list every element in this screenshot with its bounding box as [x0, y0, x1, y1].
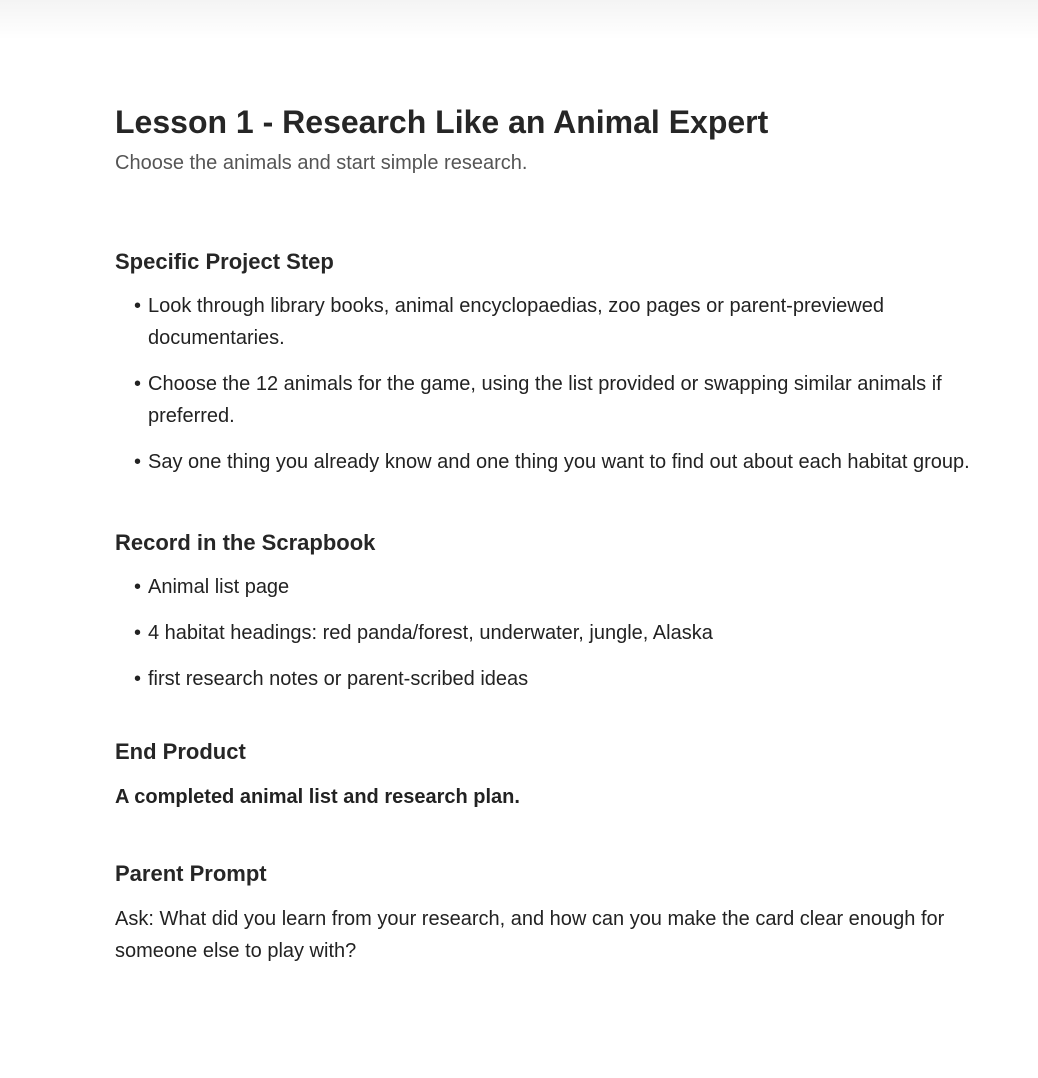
- list-item: [115, 663, 1005, 695]
- section-heading-scrapbook: Record in the Scrapbook: [115, 530, 376, 555]
- list-item-text: Say one thing you already know and one thing you want to find out about each habitat group.: [148, 451, 970, 473]
- project-step-list: [115, 290, 1005, 478]
- bullet-icon: •: [134, 451, 142, 473]
- list-item-text: Animal list page: [148, 576, 290, 598]
- list-item: [115, 446, 1005, 478]
- list-item: [115, 571, 1005, 603]
- section-heading-end-product: End Product: [115, 739, 246, 764]
- list-item: [115, 368, 1005, 432]
- section-heading-parent-prompt: Parent Prompt: [115, 861, 267, 886]
- bullet-icon: •: [134, 576, 142, 598]
- section-parent-prompt: [115, 859, 1005, 967]
- bullet-icon: •: [134, 373, 142, 395]
- list-item-text: first research notes or parent-scribed ideas: [148, 668, 529, 690]
- top-bar-shadow: [0, 0, 1038, 40]
- bullet-icon: •: [134, 668, 142, 690]
- section-scrapbook: [115, 528, 1005, 695]
- section-heading-project-step: Specific Project Step: [115, 249, 334, 274]
- list-item: [115, 617, 1005, 649]
- lesson-subtitle: Choose the animals and start simple research.: [115, 152, 528, 174]
- list-item-text: Look through library books, animal encyclopaedias, zoo pages or parent-previewed documentaries.: [148, 295, 884, 349]
- lesson-title: Lesson 1 - Research Like an Animal Expert: [115, 104, 769, 140]
- bullet-icon: •: [134, 622, 142, 644]
- list-item-text: 4 habitat headings: red panda/forest, underwater, jungle, Alaska: [148, 622, 713, 644]
- section-end-product: [115, 737, 1005, 813]
- list-item-text: Choose the 12 animals for the game, using the list provided or swapping similar animals if preferred.: [148, 373, 942, 427]
- bullet-icon: •: [134, 295, 142, 317]
- lesson-content: [115, 100, 1005, 967]
- end-product-text: A completed animal list and research plan.: [115, 786, 520, 808]
- list-item: [115, 290, 1005, 354]
- scrapbook-list: [115, 571, 1005, 695]
- parent-prompt-text: Ask: What did you learn from your research, and how can you make the card clear enough for someone else to play with?: [115, 908, 945, 962]
- section-project-step: [115, 247, 1005, 478]
